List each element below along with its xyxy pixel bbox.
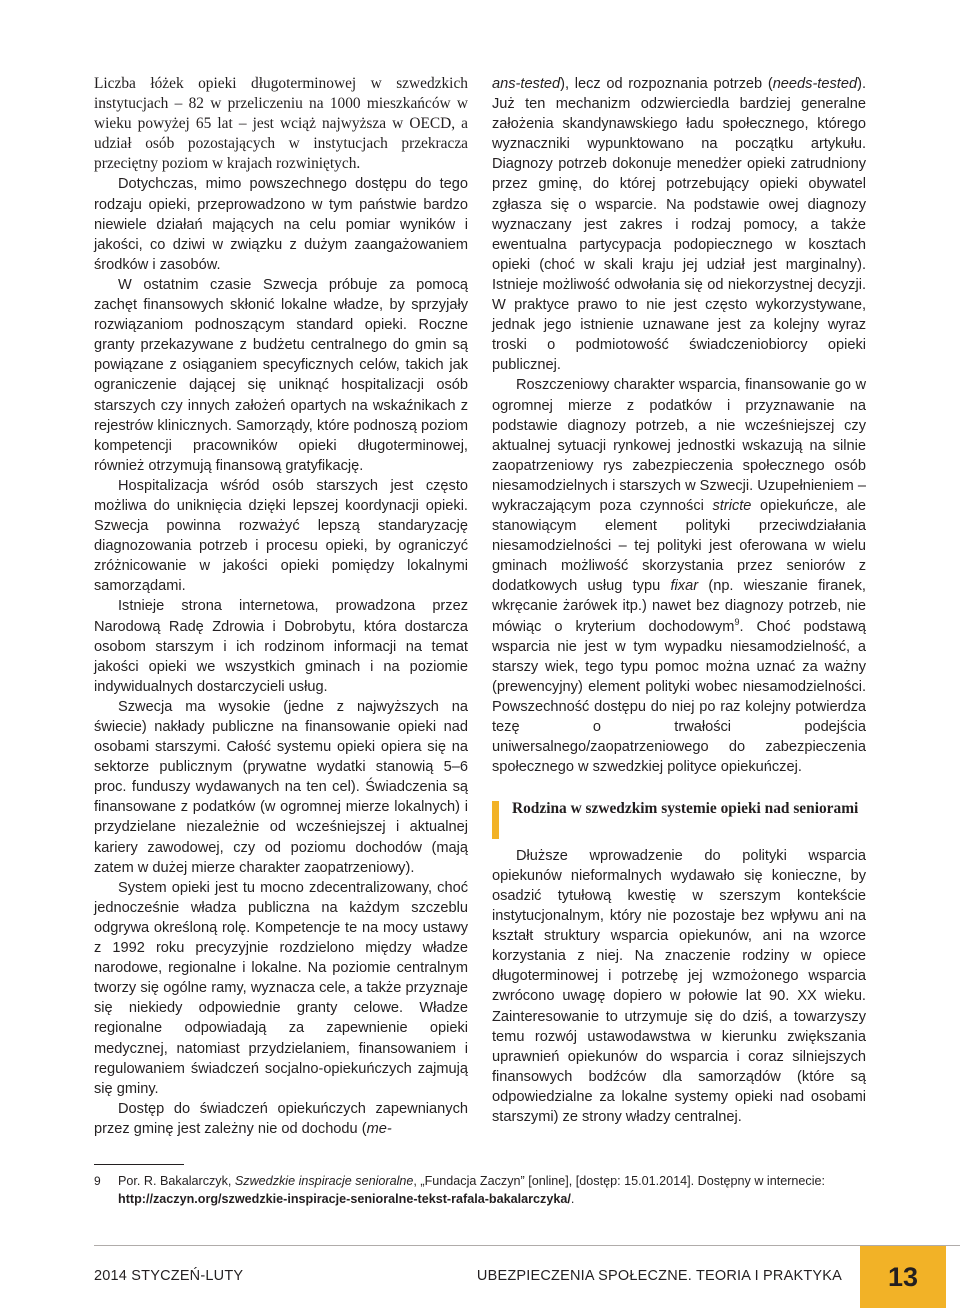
section-heading	[492, 799, 866, 820]
paragraph-continuation	[492, 74, 866, 375]
needs-tested-italic: needs-tested	[772, 76, 858, 92]
paragraph-5: Istnieje strona internetowa, prowadzona przez Narodową Radę Zdrowia i Dobrobytu, która dostarcza osobom starszym i ich rodzinom informacji na temat jakości opieki we wszystkich gminach i na poziomie indywidualnych dostarczycieli usług.	[94, 598, 468, 695]
paragraph-family: Dłuższe wprowadzenie do polityki wsparcia opiekunów nieformalnych wydawało się konieczne, by osadzić tytułową kwestię w szerszym kontekście instytucjonalnym, który nie pozostaje bez wpływu ani na kształt struktury wsparcia opiekunów, ani na wzorce korzystania z niej. Na znaczenie rodziny w opiece długoterminowej i potrzebę jej wzmożonego wsparcia zwrócono uwagę dopiero w połowie lat 90. XX wieku. Zainteresowanie to utrzymuje się do dziś, a towarzyszy temu rozwój ustawodawstwa w kierunku zwiększania uprawnień opiekunów do wsparcia i coraz silniejszych finansowych bodźców dla samorządów (które są odpowiedzialne za lokalne systemy opieki nad osobami starszymi) ze strony władzy centralnej.	[492, 847, 866, 1125]
paragraph-8-text: Dostęp do świadczeń opiekuńczych zapewnianych przez gminę jest zależny nie od dochodu (	[94, 1100, 468, 1137]
continuation-text-1: ), lecz od rozpoznania potrzeb (	[560, 76, 773, 92]
page-number: 13	[887, 1261, 919, 1292]
fixar-italic: fixar	[670, 578, 699, 595]
paragraph-6: Szwecja ma wysokie (jedne z najwyższych na świecie) nakłady publiczne na finansowanie opieki nad osobami starszymi. Całość systemu opieki opiera się na sektorze publicznym (prywatne wydatki stanowią 5–6 proc. funduszy wydawanych na ten cel). Świadczenia są finansowane z podatków (w ogromnej mierze lokalnych) i przydzielane niezależnie od wcześniejszej i aktualnej kariery zawodowej, czy od poziomu dochodów (mają zatem w dużej mierze charakter zaopatrzeniowy).	[94, 698, 468, 876]
claims-text-3: (np. wieszanie firanek, wkręcanie żarówek itp.) nawet bez diagnozy potrzeb, nie mówiąc o kryterium dochodowym	[492, 578, 866, 635]
paragraph-4: Hospitalizacja wśród osób starszych jest często możliwa do uniknięcia dzięki lepszej koordynacji opieki. Szwecja powinna rozważyć lepszą standaryzację diagnozowania potrzeb i procesu opieki, by ograniczyć zróżnicowanie w jakości opieki pomiędzy lokalnymi samorządami.	[94, 477, 468, 595]
footnote-number: 9	[94, 1174, 101, 1188]
continuation-text-2: ). Już ten mechanizm odzwierciedla bardziej generalne założenia skandynawskiego ładu społecznego, którego wyznaczniki wypunktowano na początku artykułu. Diagnozy potrzeb dokonuje menedżer opieki zatrudniony przez gminę, do której potrzebujący opieki obywatel zgłasza się o wsparcie. Na podstawie owej diagnozy wyznaczany jest zakres i rodzaj pomocy, a także ewentualna partycypacja podopiecznego w kosztach opieki (choć w skali kraju jej udział jest marginalny). Istnieje możliwość odwołania się od niekorzystnej decyzji. W praktyce prawo to nie jest często wykorzystywane, jednak jego istnienie uznawane jest za kolejny wyraz troski o podmiotowość świadczeniobiorcy opieki publicznej.	[492, 76, 866, 374]
paragraph-8-italic: me-	[366, 1120, 392, 1137]
footnote-divider	[94, 1164, 184, 1165]
footnote	[94, 1172, 869, 1208]
footer-divider	[94, 1245, 960, 1246]
footer-journal-title: UBEZPIECZENIA SPOŁECZNE. TEORIA I PRAKTYKA	[476, 1268, 842, 1284]
claims-text-4: . Choć podstawą wsparcia nie jest w tym wypadku niesamodzielność, a starszy wiek, tego typu pomoc można uznać za ważny (prewencyjny) element polityki wobec niesamodzielności. Powszechność dostępu do niej po raz kolejny potwierdza tezę o trwałości podejścia uniwersalnego/zaopatrzeniowego do zabezpieczenia społecznego w szwedzkiej polityce opiekuńczej.	[492, 618, 866, 776]
footnote-text-1: Por. R. Bakalarczyk,	[118, 1174, 235, 1188]
footnote-end: .	[570, 1192, 575, 1206]
section-heading-text: Rodzina w szwedzkim systemie opieki nad seniorami	[512, 800, 859, 818]
means-tested-italic: ans-tested	[492, 76, 561, 92]
claims-text-2: opiekuńcze, ale stanowiącym element polityki przeciwdziałania niesamodzielności – tej polityki jest oferowana w wielu gminach możliwość skorzystania przez seniorów z dodatkowych usług typu	[492, 497, 866, 595]
footer-issue: 2014 STYCZEŃ-LUTY	[94, 1268, 244, 1284]
footnote-text-2: , „Fundacja Zaczyn” [online], [dostęp: 15.01.2014]. Dostępny w internecie:	[413, 1174, 826, 1188]
paragraph-1: Liczba łóżek opieki długoterminowej w szwedzkich instytucjach – 82 w przeliczeniu na 1000 mieszkańców w wieku powyżej 65 lat – jest wciąż najwyższa w OECD, a udział osób pozostających w instytucjach przekracza przeciętny poziom w krajach rozwiniętych.	[94, 75, 468, 173]
stricte-italic: stricte	[712, 497, 752, 514]
footnote-title: Szwedzkie inspiracje senioralne	[234, 1174, 414, 1188]
claims-text-1: Roszczeniowy charakter wsparcia, finansowanie go w ogromnej mierze z podatków i przyznawanie na podstawie diagnozy potrzeb, a nie wcześniejszej czy aktualnej sytuacji rynkowej jednostki wskazują na silnie zaopatrzeniowy rys zabezpieczenia społecznego osób niesamodzielnych i starszych w Szwecji. Uzupełnieniem – wykraczającym poza czynności	[492, 377, 866, 514]
paragraph-2: Dotychczas, mimo powszechnego dostępu do tego rodzaju opieki, przeprowadzono w tym państwie bardzo niewiele działań mających na celu pomiar wyników i jakości, co dziwi w związku z dużym zaangażowaniem środków i zasobów.	[94, 176, 468, 273]
page-number-box	[860, 1246, 946, 1308]
paragraph-7: System opieki jest tu mocno zdecentralizowany, choć jednocześnie władza publiczna na każdym szczeblu odgrywa określoną rolę. Kompetencje te na mocy ustawy z 1992 roku precyzyjnie rozdzielono między władze narodowe, regionalne i lokalne. Na poziomie centralnym tworzy się ogólne ramy, wyznacza cele, a także przyznaje się niekiedy odpowiednie granty celowe. Władze regionalne odpowiadają za zapewnienie opieki medycznej, natomiast przydzielaniem, finansowaniem i regulowaniem świadczeń socjalno-opiekuńczych zajmują się gminy.	[94, 879, 468, 1097]
right-column	[492, 74, 866, 1127]
left-column	[94, 74, 468, 1139]
paragraph-3: W ostatnim czasie Szwecja próbuje za pomocą zachęt finansowych skłonić lokalne władze, by sprzyjały rozwiązaniom podnoszącym standard opieki. Roczne granty przekazywane z budżetu centralnego do gmin są powiązane z osiąganiem specyficznych celów, takich jak ograniczenie dającej się uniknąć hospitalizacji osób starszych czy innych założeń opartych na wskaźnikach z rejestrów klinicznych. Samorządy, które podnoszą poziom kompetencji pracowników opieki długoterminowej, również otrzymują finansową gratyfikację.	[94, 276, 468, 474]
footnote-ref: 9	[734, 616, 740, 627]
paragraph-claims	[492, 375, 866, 777]
paragraph-8	[94, 1099, 468, 1139]
footnote-url[interactable]: http://zaczyn.org/szwedzkie-inspiracje-senioralne-tekst-rafala-bakalarczyka/	[118, 1192, 571, 1206]
heading-accent-bar	[492, 801, 499, 839]
